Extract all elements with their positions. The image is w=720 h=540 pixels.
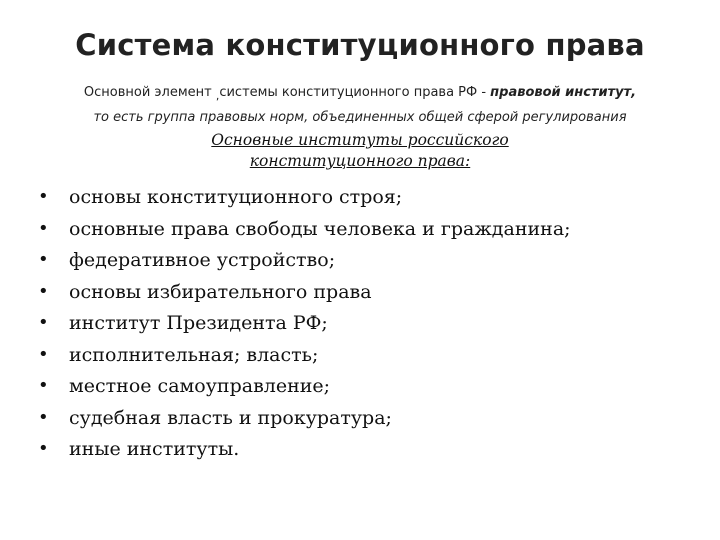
list-item [38,309,698,341]
list-item [38,215,698,247]
intro-bold-phrase: правовой институт, [490,85,637,100]
list-item [38,278,698,310]
list-item-text: основы избирательного права [69,280,372,303]
subtitle [150,130,570,172]
bullet-icon: • [38,406,49,428]
bullet-icon: • [38,343,49,365]
bullet-icon: • [38,312,49,333]
bullet-icon: • [38,186,49,207]
list-item [38,183,698,215]
list-item-text: судебная власть и прокуратура; [69,406,392,429]
list-item [38,372,698,404]
list-item-text: основные права свободы человека и гражданина; [69,217,571,240]
bullet-icon: • [38,375,49,396]
list-item-text: федеративное устройство; [69,249,336,271]
list-item [38,404,698,436]
intro-part-3: то есть группа правовых норм, объединенных общей сферой регулирования [93,109,627,125]
subtitle-line-2: конституционного права: [249,152,471,170]
institutions-list [38,183,698,467]
list-item-text: местное самоуправление; [69,375,331,397]
intro-stray-mark: , [215,89,220,103]
intro-text [30,82,690,128]
list-item-text: исполнительная; власть; [69,343,319,366]
subtitle-line-1: Основные институты российского [211,131,509,149]
list-item [38,435,698,467]
slide-title: Система конституционного права [75,28,645,62]
intro-part-1: Основной элемент [83,85,216,100]
list-item-text: иные институты. [69,438,240,460]
list-item [38,341,698,373]
intro-part-2: системы конституционного права РФ - [219,85,491,100]
bullet-icon: • [38,217,49,239]
bullet-icon: • [38,249,49,270]
list-item-text: основы конституционного строя; [69,186,403,208]
bullet-icon: • [38,438,49,459]
list-item [38,246,698,278]
bullet-icon: • [38,280,49,302]
list-item-text: институт Президента РФ; [69,312,328,334]
